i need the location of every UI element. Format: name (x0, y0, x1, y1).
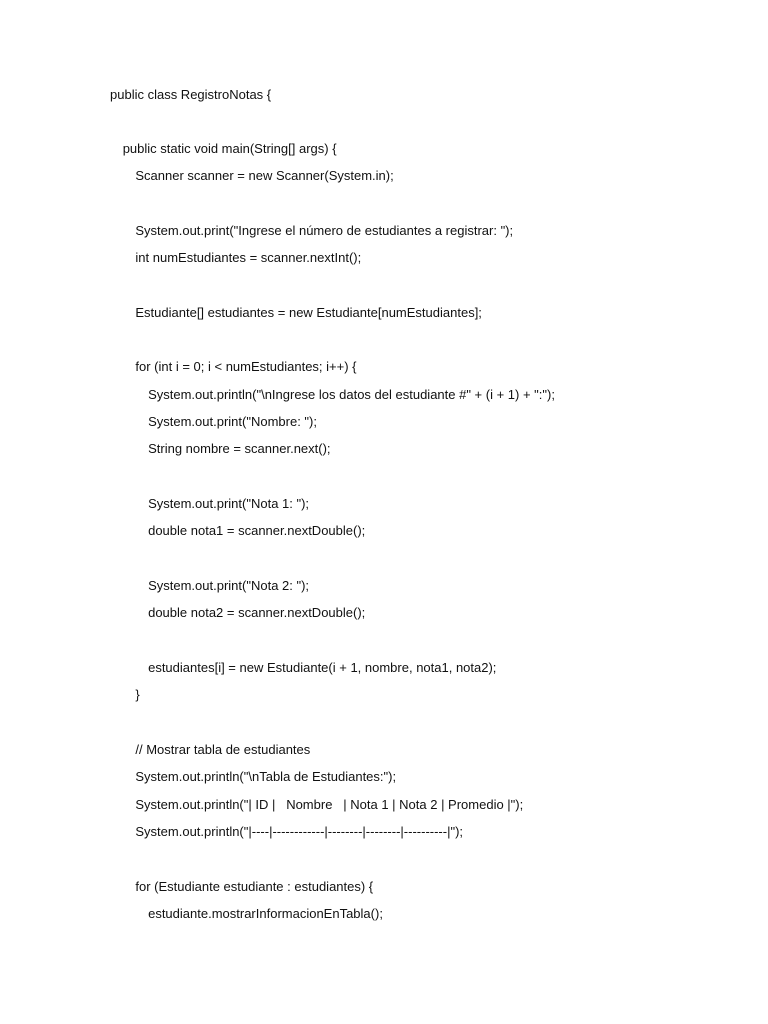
read-count-line: int numEstudiantes = scanner.nextInt(); (135, 250, 362, 265)
read-name-line: String nombre = scanner.next(); (148, 441, 331, 456)
prompt-count-line: System.out.print("Ingrese el número de estudiantes a registrar: "); (135, 223, 514, 238)
read-grade2-line: double nota2 = scanner.nextDouble(); (148, 605, 366, 620)
array-init-line: Estudiante[] estudiantes = new Estudiante[numEstudiantes]; (135, 305, 482, 320)
class-declaration-line: public class RegistroNotas { (110, 87, 272, 102)
prompt-grade2-line: System.out.print("Nota 2: "); (148, 578, 310, 593)
prompt-grade1-line: System.out.print("Nota 1: "); (148, 496, 310, 511)
scanner-init-line: Scanner scanner = new Scanner(System.in); (135, 168, 394, 183)
foreach-loop-line: for (Estudiante estudiante : estudiantes) { (135, 879, 374, 894)
read-grade1-line: double nota1 = scanner.nextDouble(); (148, 523, 366, 538)
for-loop-line: for (int i = 0; i < numEstudiantes; i++) { (135, 359, 357, 374)
print-table-separator-line: System.out.println("|----|------------|--------|--------|----------|"); (135, 824, 464, 839)
print-table-title-line: System.out.println("\nTabla de Estudiantes:"); (135, 769, 397, 784)
show-info-line: estudiante.mostrarInformacionEnTabla(); (148, 906, 383, 921)
prompt-name-line: System.out.print("Nombre: "); (148, 414, 317, 429)
close-for-line: } (135, 687, 140, 702)
prompt-student-line: System.out.println("\nIngrese los datos del estudiante #" + (i + 1) + ":"); (148, 387, 555, 402)
print-table-header-line: System.out.println("| ID | Nombre | Nota 1 | Nota 2 | Promedio |"); (135, 797, 524, 812)
comment-line: // Mostrar tabla de estudiantes (135, 742, 311, 757)
assign-student-line: estudiantes[i] = new Estudiante(i + 1, nombre, nota1, nota2); (148, 660, 497, 675)
main-method-line: public static void main(String[] args) { (122, 141, 337, 156)
